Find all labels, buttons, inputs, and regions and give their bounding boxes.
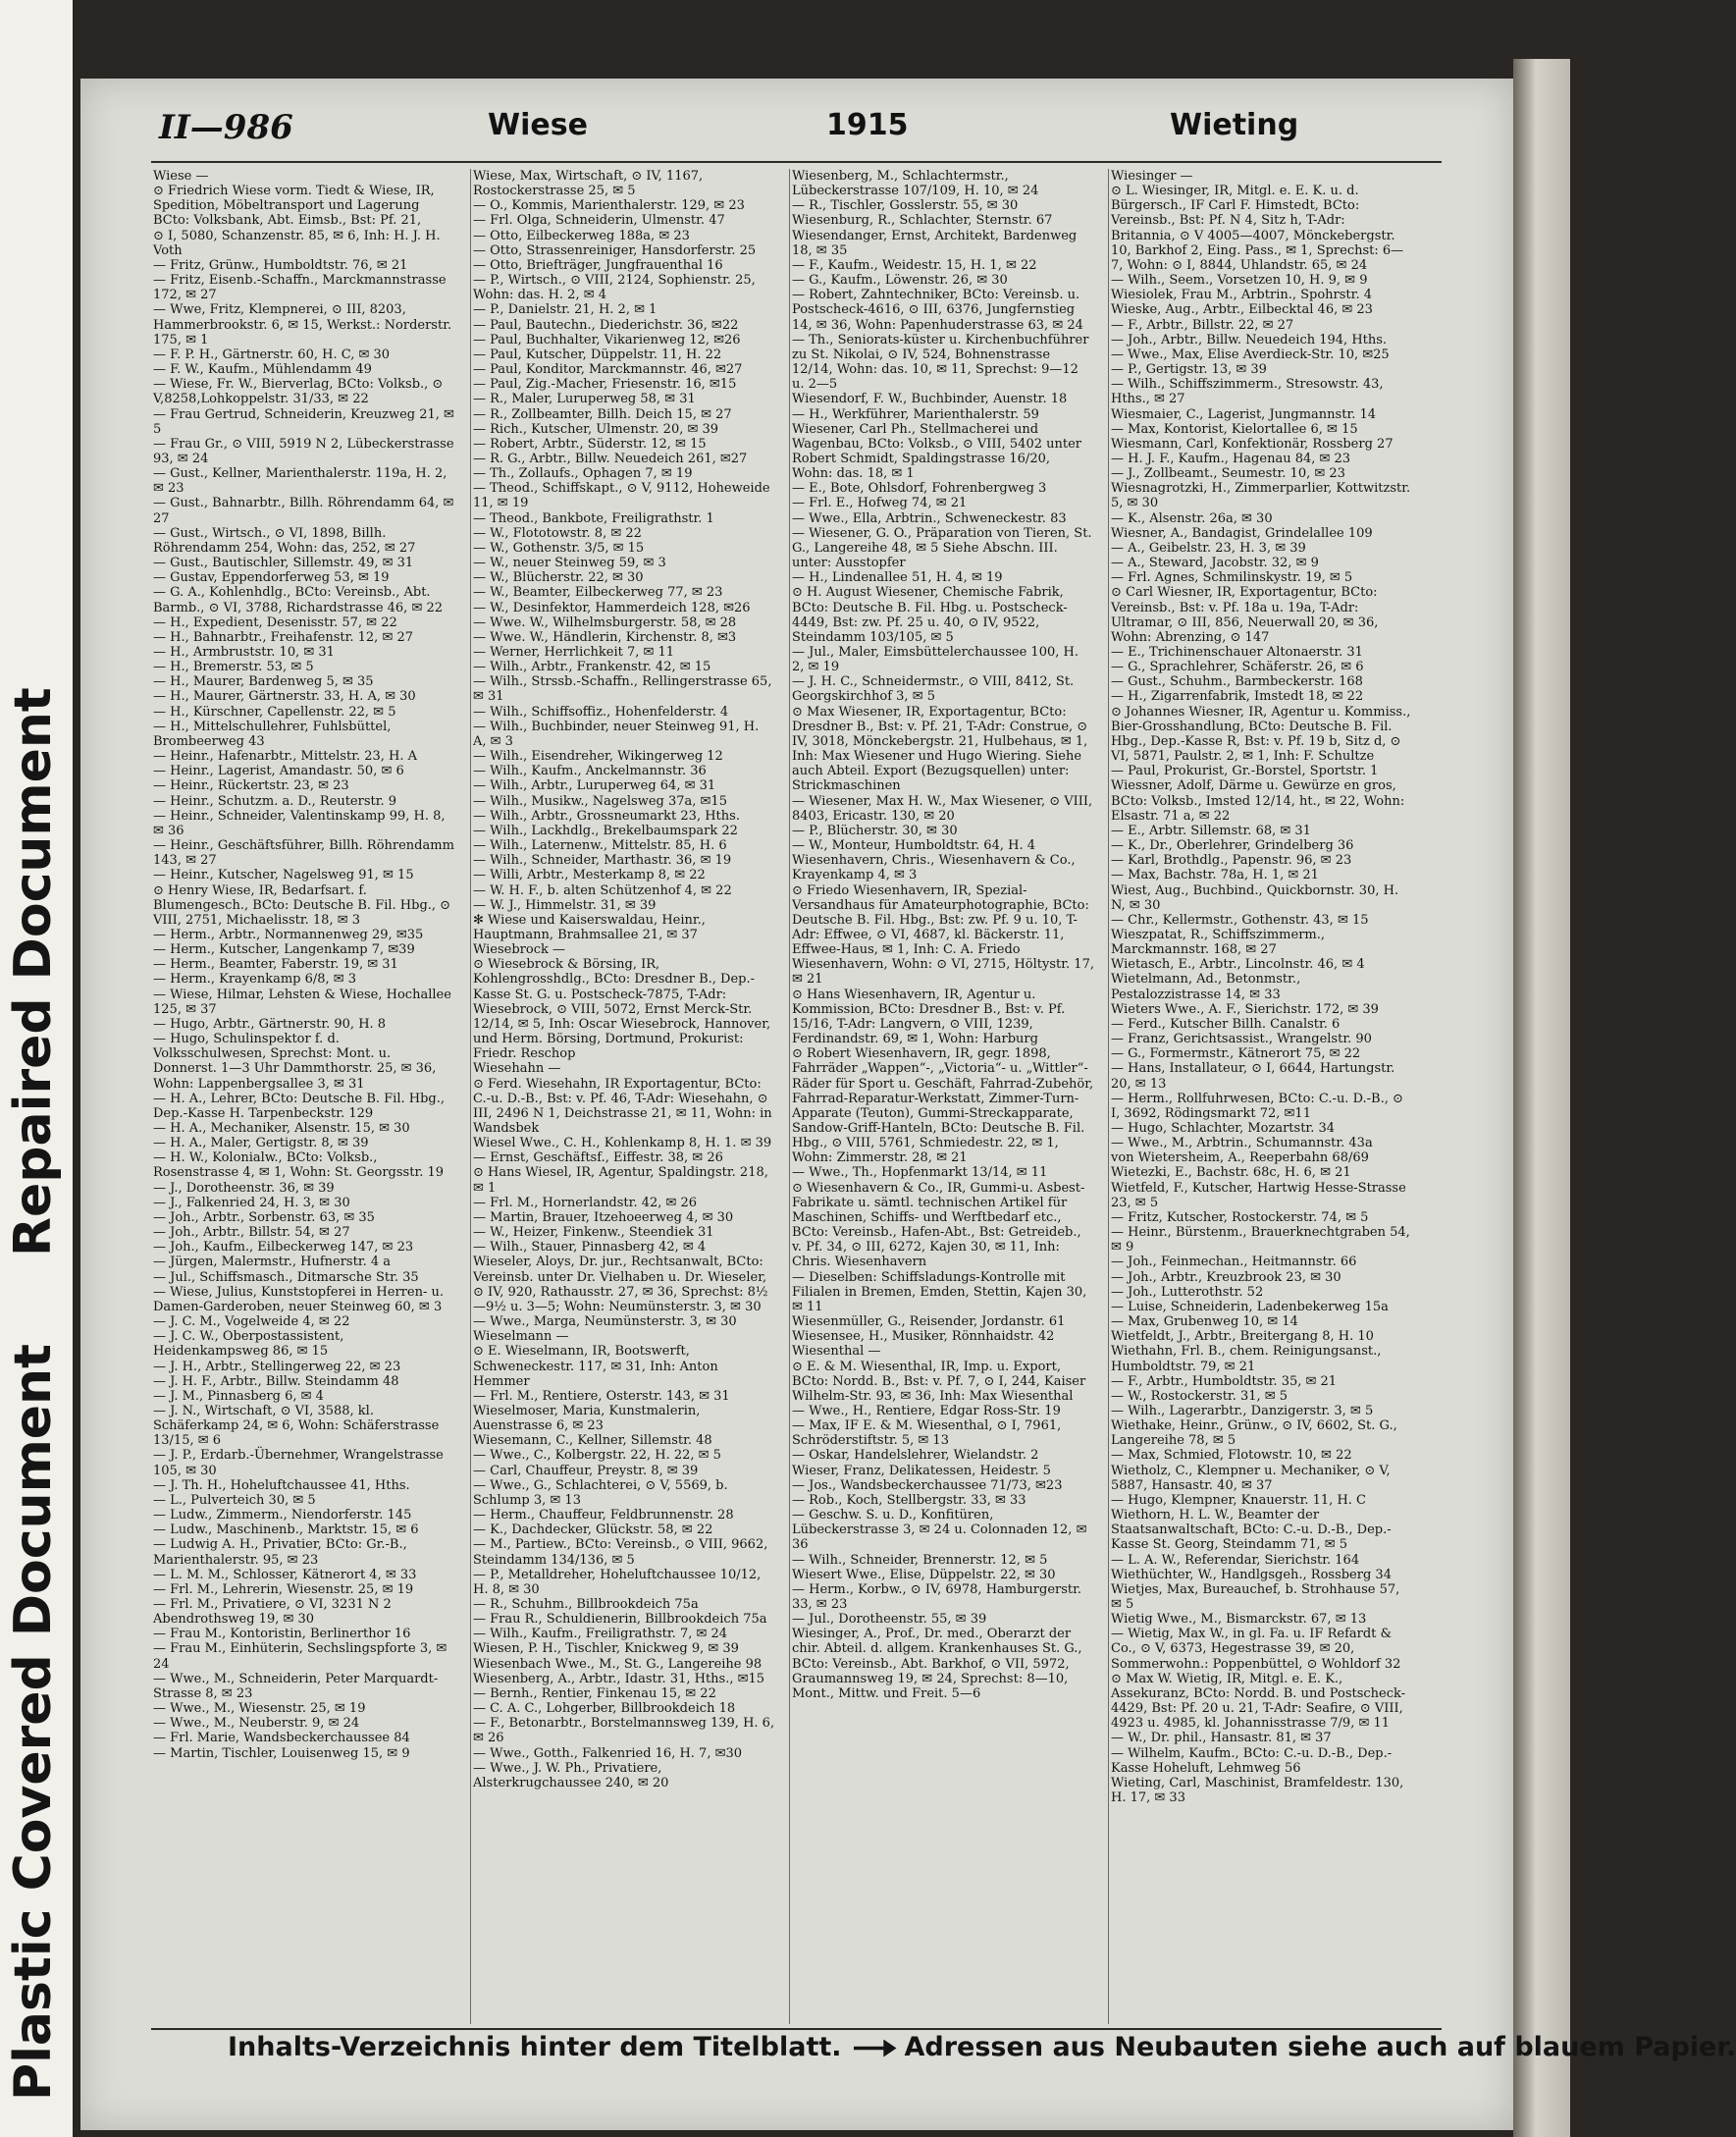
directory-entry: ⊙ Friedo Wiesenhavern, IR, Spezial-Versandhaus für Amateurphotographie, BCto: Deutsche B. Fil. Hbg., Bst: zw. Pf. 9 u. 10, T-Adr: Effwee, ⊙ VI, 4687, kl. Bäckerstr. 11, Effwee-Haus, ✉ 1, Inh: C. A. Friedo Wiesenhavern, Wohn: ⊙ VI, 2715, Höltystr. 17, ✉ 21 <box>792 882 1094 988</box>
directory-entry: — Heinr., Geschäftsführer, Billh. Röhrendamm 143, ✉ 27 <box>153 838 454 869</box>
directory-entry: — H. A., Mechaniker, Alsenstr. 15, ✉ 30 <box>153 1121 410 1136</box>
directory-entry: Wiesener, Carl Ph., Stellmacherei und Wagenbau, BCto: Volksb., ⊙ VIII, 5402 unter Robert Schmidt, Spaldingstrasse 16/20, Wohn: das. 18, ✉ 1 <box>792 421 1082 482</box>
directory-entry: — Herm., Krayenkamp 6/8, ✉ 3 <box>153 972 357 988</box>
directory-entry: — Herm., Kutscher, Langenkamp 7, ✉39 <box>153 942 415 958</box>
directory-entry: — Luise, Schneiderin, Ladenbekerweg 15a <box>1111 1299 1389 1314</box>
directory-entry: — W., Monteur, Humboldtstr. 64, H. 4 <box>792 838 1035 854</box>
directory-entry: — Ludw., Zimmerm., Niendorferstr. 145 <box>153 1508 412 1523</box>
directory-entry: Wieting, Carl, Maschinist, Bramfeldestr. 130, H. 17, ✉ 33 <box>1111 1775 1404 1806</box>
directory-entry: ⊙ Ferd. Wiesehahn, IR Exportagentur, BCto: C.-u. D.-B., Bst: v. Pf. 46, T-Adr: Wiesehahn, ⊙ III, 2496 N 1, Deichstrasse 21, ✉ 11, Wohn: in Wandsbek <box>473 1076 772 1136</box>
directory-entry: — Herm., Korbw., ⊙ IV, 6978, Hamburgerstr. 33, ✉ 23 <box>792 1581 1082 1612</box>
directory-entry: — Martin, Brauer, Itzehoeerweg 4, ✉ 30 <box>473 1209 734 1225</box>
directory-entry: — Wilhelm, Kaufm., BCto: C.-u. D.-B., Dep.-Kasse Hoheluft, Lehmweg 56 <box>1111 1745 1393 1776</box>
directory-entry: — Wilh., Schiffszimmerm., Stresowstr. 43, Hths., ✉ 27 <box>1111 377 1384 407</box>
directory-entry: Wiethake, Heinr., Grünw., ⊙ IV, 6602, St. G., Langereihe 78, ✉ 5 <box>1111 1418 1397 1449</box>
directory-entry: — Wwe., M., Schneiderin, Peter Marquardt-Strasse 8, ✉ 23 <box>153 1671 439 1701</box>
directory-entry: — W. J., Himmelstr. 31, ✉ 39 <box>473 897 657 913</box>
directory-entry: Wieselmann — <box>473 1329 569 1345</box>
directory-entry: Wietasch, E., Arbtr., Lincolnstr. 46, ✉ 4 <box>1111 957 1365 973</box>
directory-entry: — Franz, Gerichtsassist., Wrangelstr. 90 <box>1111 1032 1372 1047</box>
directory-entry: — R., Maler, Luruperweg 58, ✉ 31 <box>473 392 696 407</box>
directory-entry: Wieske, Aug., Arbtr., Eilbecktal 46, ✉ 23 <box>1111 302 1373 318</box>
directory-entry: Wiesiolek, Frau M., Arbtrin., Spohrstr. 4 <box>1111 288 1372 303</box>
directory-entry: — Max, Kontorist, Kielortallee 6, ✉ 15 <box>1111 421 1358 437</box>
directory-entry: — F., Arbtr., Billstr. 22, ✉ 27 <box>1111 317 1294 333</box>
directory-entry: Wiesmann, Carl, Konfektionär, Rossberg 27 <box>1111 436 1394 452</box>
directory-entry: ⊙ Henry Wiese, IR, Bedarfsart. f. Blumengesch., BCto: Deutsche B. Fil. Hbg., ⊙ VIII, 2751, Michaelisstr. 18, ✉ 3 <box>153 882 451 928</box>
directory-entry: — L. A. W., Referendar, Sierichstr. 164 <box>1111 1552 1360 1568</box>
directory-entry: — H., Bremerstr. 53, ✉ 5 <box>153 660 314 675</box>
directory-entry: — J. P., Erdarb.-Übernehmer, Wrangelstrasse 105, ✉ 30 <box>153 1448 444 1478</box>
directory-entry: Wieser, Franz, Delikatessen, Heidestr. 5 <box>792 1463 1051 1478</box>
directory-entry: — Rob., Koch, Stellbergstr. 33, ✉ 33 <box>792 1492 1026 1508</box>
directory-entry: — W., Rostockerstr. 31, ✉ 5 <box>1111 1388 1289 1404</box>
directory-entry: — Frau M., Einhüterin, Sechslingspforte 3, ✉ 24 <box>153 1641 447 1672</box>
directory-entry: — Frl. Marie, Wandsbeckerchaussee 84 <box>153 1731 410 1746</box>
directory-entry: Wiesendanger, Ernst, Architekt, Bardenweg 18, ✉ 35 <box>792 228 1078 258</box>
directory-entry: Wieters Wwe., A. F., Sierichstr. 172, ✉ 39 <box>1111 1001 1379 1017</box>
directory-entry: — J., Falkenried 24, H. 3, ✉ 30 <box>153 1195 350 1210</box>
directory-entry: — F., Betonarbtr., Borstelmannsweg 139, H. 6, ✉ 26 <box>473 1716 775 1746</box>
directory-entry: — Theod., Schiffskapt., ⊙ V, 9112, Hoheweide 11, ✉ 19 <box>473 481 770 511</box>
directory-entry: — Frl. M., Rentiere, Osterstr. 143, ✉ 31 <box>473 1388 730 1404</box>
directory-entry: Wiesert Wwe., Elise, Düppelstr. 22, ✉ 30 <box>792 1567 1056 1582</box>
directory-entry: — K., Dr., Oberlehrer, Grindelberg 36 <box>1111 838 1354 854</box>
directory-entry: — Rich., Kutscher, Ulmenstr. 20, ✉ 39 <box>473 421 719 437</box>
directory-entry: — Hans, Installateur, ⊙ I, 6644, Hartungstr. 20, ✉ 13 <box>1111 1061 1395 1092</box>
directory-entry: — M., Partiew., BCto: Vereinsb., ⊙ VIII, 9662, Steindamm 134/136, ✉ 5 <box>473 1537 768 1568</box>
directory-entry: — Gust., Bahnarbtr., Billh. Röhrendamm 64, ✉ 27 <box>153 496 454 526</box>
directory-entry: Wiesenbach Wwe., M., St. G., Langereihe 98 <box>473 1656 763 1672</box>
directory-entry: — Fritz, Eisenb.-Schaffn., Marckmannstrasse 172, ✉ 27 <box>153 273 447 303</box>
directory-entry: — Ferd., Kutscher Billh. Canalstr. 6 <box>1111 1016 1341 1032</box>
directory-entry: — A., Steward, Jacobstr. 32, ✉ 9 <box>1111 556 1319 571</box>
directory-entry: — Hugo, Schlachter, Mozartstr. 34 <box>1111 1121 1336 1136</box>
directory-entry: — Theod., Bankbote, Freiligrathstr. 1 <box>473 510 714 526</box>
directory-entry: — R., Tischler, Gosslerstr. 55, ✉ 30 <box>792 198 1019 214</box>
directory-entry: — Joh., Feinmechan., Heitmannstr. 66 <box>1111 1255 1357 1270</box>
directory-entry: — Max, Schmied, Flotowstr. 10, ✉ 22 <box>1111 1448 1352 1464</box>
directory-entry: — A., Geibelstr. 23, H. 3, ✉ 39 <box>1111 540 1306 556</box>
directory-entry: — K., Alsenstr. 26a, ✉ 30 <box>1111 510 1273 526</box>
column-1 <box>151 169 455 2024</box>
directory-entry: — J., Dorotheenstr. 36, ✉ 39 <box>153 1180 335 1196</box>
directory-entry: — P., Blücherstr. 30, ✉ 30 <box>792 823 958 838</box>
directory-entry: — Geschw. S. u. D., Konfitüren, Lübeckerstrasse 3, ✉ 24 u. Colonnaden 12, ✉ 36 <box>792 1508 1087 1553</box>
plastic-covered-label: Plastic Covered Document <box>4 1344 63 2101</box>
directory-entry: — Dieselben: Schiffsladungs-Kontrolle mit Filialen in Bremen, Emden, Stettin, Kajen 30, ✉ 11 <box>792 1269 1087 1314</box>
directory-entry: — Wilh., Kaufm., Anckelmannstr. 36 <box>473 764 707 779</box>
directory-entry: Wiesehahn — <box>473 1061 561 1077</box>
header-first-name: Wiese <box>488 108 588 142</box>
directory-entry: — O., Kommis, Marienthalerstr. 129, ✉ 23 <box>473 198 745 214</box>
directory-entry: — Heinr., Lagerist, Amandastr. 50, ✉ 6 <box>153 764 404 779</box>
directory-entry: — Hugo, Arbtr., Gärtnerstr. 90, H. 8 <box>153 1016 387 1032</box>
column-2 <box>470 169 775 2024</box>
directory-entry: — H., Werkführer, Marienthalerstr. 59 <box>792 406 1039 422</box>
directory-entry: — E., Bote, Ohlsdorf, Fohrenbergweg 3 <box>792 481 1047 497</box>
directory-entry: Wiest, Aug., Buchbind., Quickbornstr. 30, H. N, ✉ 30 <box>1111 882 1399 913</box>
directory-entry: — P., Metalldreher, Hoheluftchaussee 10/12, H. 8, ✉ 30 <box>473 1567 762 1597</box>
directory-entry: — Wwe., C., Kolbergstr. 22, H. 22, ✉ 5 <box>473 1448 721 1464</box>
directory-entry: ⊙ Wiesenhavern & Co., IR, Gummi-u. Asbest-Fabrikate u. sämtl. technischen Artikel für Maschinen, Schiffs- und Werftbedarf etc., BCto: Vereinsb., Hafen-Abt., Bst: Getreideb., v. Pf. 34, ⊙ III, 6272, Kajen 30, ✉ 11, Inh: Chris. Wiesenhavern <box>792 1180 1085 1270</box>
directory-entry: — Herm., Chauffeur, Feldbrunnenstr. 28 <box>473 1508 734 1523</box>
directory-entry: — W. H. F., b. alten Schützenhof 4, ✉ 22 <box>473 882 732 898</box>
directory-entry: — Wwe., Th., Hopfenmarkt 13/14, ✉ 11 <box>792 1165 1048 1181</box>
header-year: 1915 <box>826 108 909 142</box>
directory-entry: — J. H. F., Arbtr., Billw. Steindamm 48 <box>153 1373 399 1389</box>
directory-entry: Wiethorn, H. L. W., Beamter der Staatsanwaltschaft, BCto: C.-u. D.-B., Dep.-Kasse St. Georg, Steindamm 71, ✉ 5 <box>1111 1508 1392 1553</box>
directory-entry: ⊙ L. Wiesinger, IR, Mitgl. e. E. K. u. d. Bürgersch., IF Carl F. Himstedt, BCto: Vereinsb., Bst: Pf. N 4, Sitz h, T-Adr: Britannia, ⊙ V 4005—4007, Mönckebergstr. 10, Barkhof 2, Eing. Pass., ✉ 1, Sprechst: 6—7, Wohn: ⊙ I, 8844, Uhlandstr. 65, ✉ 24 <box>1111 184 1404 273</box>
page-footer <box>228 2032 1736 2071</box>
directory-entry: — Bernh., Rentier, Finkenau 15, ✉ 22 <box>473 1685 716 1701</box>
directory-entry: — Wwe., Max, Elise Averdieck-Str. 10, ✉25 <box>1111 347 1390 362</box>
header-rule <box>151 161 1442 163</box>
directory-entry: — G. A., Kohlenhdlg., BCto: Vereinsb., Abt. Barmb., ⊙ VI, 3788, Richardstrasse 46, ✉ 22 <box>153 585 444 615</box>
directory-entry: Wiesinger — <box>1111 169 1193 184</box>
directory-entry: — Paul, Zig.-Macher, Friesenstr. 16, ✉15 <box>473 377 737 393</box>
directory-entry: Wietelmann, Ad., Betonmstr., Pestalozzistrasse 14, ✉ 33 <box>1111 972 1301 1002</box>
directory-entry: — Hugo, Schulinspektor f. d. Volksschulwesen, Sprechst: Mont. u. Donnerst. 1—3 Uhr Dammthorstr. 25, ✉ 36, Wohn: Lappenbergsallee 3, ✉ 31 <box>153 1032 437 1092</box>
directory-entry: — L. M. M., Schlosser, Kätnerort 4, ✉ 33 <box>153 1567 417 1582</box>
directory-entry: — H., Zigarrenfabrik, Imstedt 18, ✉ 22 <box>1111 689 1364 705</box>
directory-entry: Wiesenberg, A., Arbtr., Idastr. 31, Hths., ✉15 <box>473 1671 765 1686</box>
directory-entry: Wiesenberg, M., Schlachtermstr., Lübeckerstrasse 107/109, H. 10, ✉ 24 <box>792 169 1039 199</box>
directory-entry: — Wilh., Eisendreher, Wikingerweg 12 <box>473 749 723 765</box>
directory-entry: — E., Arbtr. Sillemstr. 68, ✉ 31 <box>1111 823 1311 838</box>
directory-entry: — H., Mittelschullehrer, Fuhlsbüttel, Brombeerweg 43 <box>153 719 392 749</box>
directory-entry: ⊙ H. August Wiesener, Chemische Fabrik, BCto: Deutsche B. Fil. Hbg. u. Postscheck-4449, Bst: zw. Pf. 25 u. 40, ⊙ IV, 9522, Steindamm 103/105, ✉ 5 <box>792 585 1068 645</box>
directory-entry: — Wiesener, G. O., Präparation von Tieren, St. G., Langereihe 48, ✉ 5 Siehe Abschn. III. unter: Ausstopfer <box>792 525 1092 571</box>
directory-entry: Wietig Wwe., M., Bismarckstr. 67, ✉ 13 <box>1111 1612 1367 1628</box>
directory-entry: ⊙ Wiesebrock & Börsing, IR, Kohlengrosshdlg., BCto: Dresdner B., Dep.-Kasse St. G. u. Postscheck-7875, T-Adr: Wiesebrock, ⊙ VIII, 5072, Ernst Merck-Str. 12/14, ✉ 5, Inh: Oscar Wiesebrock, Hannover, und Herm. Börsing, Dortmund, Prokurist: Friedr. Reschop <box>473 957 771 1062</box>
directory-entry: Wiesenburg, R., Schlachter, Sternstr. 67 <box>792 213 1053 229</box>
directory-entry: — Herm., Beamter, Faberstr. 19, ✉ 31 <box>153 957 398 973</box>
directory-entry: — R., Zollbeamter, Billh. Deich 15, ✉ 27 <box>473 406 732 422</box>
directory-entry: — W., neuer Steinweg 59, ✉ 3 <box>473 556 666 571</box>
book-edge <box>1513 59 1570 2137</box>
directory-entry: — Robert, Zahntechniker, BCto: Vereinsb. u. Postscheck-4616, ⊙ III, 6376, Jungfernstieg 14, ✉ 36, Wohn: Papenhuderstrasse 63, ✉ 24 <box>792 288 1083 333</box>
directory-entry: — G., Sprachlehrer, Schäferstr. 26, ✉ 6 <box>1111 660 1364 675</box>
directory-entry: — R., Schuhm., Billbrookdeich 75a <box>473 1597 699 1612</box>
directory-entry: Wiesel Wwe., C. H., Kohlenkamp 8, H. 1. ✉ 39 <box>473 1136 772 1151</box>
directory-entry: — Max, Bachstr. 78a, H. 1, ✉ 21 <box>1111 868 1319 883</box>
directory-entry: — Fritz, Grünw., Humboldtstr. 76, ✉ 21 <box>153 257 408 273</box>
directory-entry: Wiesenthal — <box>792 1344 881 1360</box>
directory-entry: — W., Beamter, Eilbeckerweg 77, ✉ 23 <box>473 585 723 601</box>
directory-entry: — Karl, Brothdlg., Papenstr. 96, ✉ 23 <box>1111 853 1352 869</box>
directory-entry: — Wwe., G., Schlachterei, ⊙ V, 5569, b. Schlump 3, ✉ 13 <box>473 1477 728 1508</box>
directory-page <box>80 79 1736 2130</box>
directory-entry: Wieseler, Aloys, Dr. jur., Rechtsanwalt, BCto: Vereinsb. unter Dr. Vielhaben u. Dr. Wieseler, ⊙ IV, 920, Rathausstr. 27, ✉ 36, Sprechst: 8½—9½ u. 3—5; Wohn: Neumünsterstr. 3, ✉ 30 <box>473 1255 768 1314</box>
directory-entry: — W., Blücherstr. 22, ✉ 30 <box>473 570 644 586</box>
directory-entry: — W., Heizer, Finkenw., Steendiek 31 <box>473 1225 714 1241</box>
directory-entry: — W., Dr. phil., Hansastr. 81, ✉ 37 <box>1111 1731 1332 1746</box>
directory-entry: — Wilh., Musikw., Nagelsweg 37a, ✉15 <box>473 793 727 809</box>
directory-entry: — J. N., Wirtschaft, ⊙ VI, 3588, kl. Schäferkamp 24, ✉ 6, Wohn: Schäferstrasse 13/15, ✉ 6 <box>153 1403 440 1449</box>
directory-entry: — Gust., Bautischler, Sillemstr. 49, ✉ 31 <box>153 556 414 571</box>
directory-entry: Wietfeld, F., Kutscher, Hartwig Hesse-Strasse 23, ✉ 5 <box>1111 1180 1406 1210</box>
directory-entry: Wiesen, P. H., Tischler, Knickweg 9, ✉ 39 <box>473 1641 739 1657</box>
directory-entry: — Jos., Wandsbeckerchaussee 71/73, ✉23 <box>792 1477 1063 1493</box>
directory-entry: — Frl. Agnes, Schmilinskystr. 19, ✉ 5 <box>1111 570 1353 586</box>
directory-entry: Wietezki, E., Bachstr. 68c, H. 6, ✉ 21 <box>1111 1165 1351 1181</box>
directory-entry: — Wwe., Ella, Arbtrin., Schweneckestr. 83 <box>792 510 1067 526</box>
directory-entry: Wiethahn, Frl. B., chem. Reinigungsanst., Humboldtstr. 79, ✉ 21 <box>1111 1344 1382 1374</box>
directory-entry: ⊙ Max W. Wietig, IR, Mitgl. e. E. K., Assekuranz, BCto: Nordd. B. und Postscheck-4429, Bst: Pf. 20 u. 21, T-Adr: Seafire, ⊙ VIII, 4923 u. 4985, kl. Johannisstrasse 7/9, ✉ 11 <box>1111 1671 1406 1732</box>
column-4 <box>1108 169 1413 2024</box>
directory-entry: — F. W., Kaufm., Mühlendamm 49 <box>153 362 372 378</box>
directory-entry: Wiese, Max, Wirtschaft, ⊙ IV, 1167, Rostockerstrasse 25, ✉ 5 <box>473 169 704 199</box>
directory-entry: Wiessner, Adolf, Därme u. Gewürze en gros, BCto: Volksb., Imsted 12/14, ht., ✉ 22, Wohn: Elsastr. 71 a, ✉ 22 <box>1111 778 1405 824</box>
directory-entry: — J., Zollbeamt., Seumestr. 10, ✉ 23 <box>1111 466 1345 482</box>
directory-entry: — W., Gothenstr. 3/5, ✉ 15 <box>473 540 645 556</box>
directory-entry: — Wilh., Seem., Vorsetzen 10, H. 9, ✉ 9 <box>1111 273 1368 289</box>
directory-entry: — Wilh., Lackhdlg., Brekelbaumspark 22 <box>473 823 738 838</box>
directory-entry: — Frau M., Kontoristin, Berlinerthor 16 <box>153 1627 411 1642</box>
directory-entry: — L., Pulverteich 30, ✉ 5 <box>153 1492 316 1508</box>
directory-entry: — Werner, Herrlichkeit 7, ✉ 11 <box>473 645 675 660</box>
directory-entry: — Ludw., Maschinenb., Marktstr. 15, ✉ 6 <box>153 1523 419 1538</box>
directory-entry: — Herm., Rollfuhrwesen, BCto: C.-u. D.-B., ⊙ I, 3692, Rödingsmarkt 72, ✉11 <box>1111 1091 1403 1121</box>
directory-entry: — Wwe., H., Rentiere, Edgar Ross-Str. 19 <box>792 1403 1061 1418</box>
directory-entry: — Paul, Konditor, Marckmannstr. 46, ✉27 <box>473 362 743 378</box>
directory-entry: — Chr., Kellermstr., Gothenstr. 43, ✉ 15 <box>1111 912 1369 928</box>
directory-entry: — Heinr., Rückertstr. 23, ✉ 23 <box>153 778 349 794</box>
directory-entry: — Heinr., Hafenarbtr., Mittelstr. 23, H. A <box>153 749 418 765</box>
directory-entry: — Paul, Bautechn., Diederichstr. 36, ✉22 <box>473 317 739 333</box>
directory-entry: ⊙ Hans Wiesel, IR, Agentur, Spaldingstr. 218, ✉ 1 <box>473 1165 768 1196</box>
directory-entry: — J. M., Pinnasberg 6, ✉ 4 <box>153 1388 324 1404</box>
column-3 <box>789 169 1094 2024</box>
directory-entry: — Wilh., Schneider, Marthastr. 36, ✉ 19 <box>473 853 732 869</box>
directory-entry: Wiethüchter, W., Handlgsgeh., Rossberg 34 <box>1111 1567 1392 1582</box>
directory-entry: — Wilh., Schiffsoffiz., Hohenfelderstr. 4 <box>473 704 729 720</box>
footer-index-note: Inhalts-Verzeichnis hinter dem Titelblatt. <box>228 2032 842 2062</box>
directory-entry: — Wwe. W., Wilhelmsburgerstr. 58, ✉ 28 <box>473 614 737 630</box>
directory-entry: — F., Kaufm., Weidestr. 15, H. 1, ✉ 22 <box>792 257 1037 273</box>
directory-entry: Wietfeldt, J., Arbtr., Breitergang 8, H. 10 <box>1111 1329 1374 1345</box>
directory-entry: — H., Expedient, Desenisstr. 57, ✉ 22 <box>153 614 397 630</box>
directory-entry: — Th., Zollaufs., Ophagen 7, ✉ 19 <box>473 466 693 482</box>
directory-entry: Wietjes, Max, Bureauchef, b. Strohhause 57, ✉ 5 <box>1111 1581 1400 1612</box>
directory-entry: Wieszpatat, R., Schiffszimmerm., Marckmannstr. 168, ✉ 27 <box>1111 927 1326 958</box>
directory-entry: — Joh., Lutterothstr. 52 <box>1111 1284 1264 1300</box>
directory-entry: ⊙ I, 5080, Schanzenstr. 85, ✉ 6, Inh: H. J. H. Voth <box>153 228 441 258</box>
directory-entry: — H. J. F., Kaufm., Hagenau 84, ✉ 23 <box>1111 451 1351 466</box>
directory-entry: — J. H., Arbtr., Stellingerweg 22, ✉ 23 <box>153 1359 401 1374</box>
directory-entry: — Wilh., Arbtr., Luruperweg 64, ✉ 31 <box>473 778 716 794</box>
directory-entry: — H. A., Maler, Gertigstr. 8, ✉ 39 <box>153 1136 369 1151</box>
directory-entry: — Frl. M., Hornerlandstr. 42, ✉ 26 <box>473 1195 698 1210</box>
directory-entry: — Gust., Wirtsch., ⊙ VI, 1898, Billh. Röhrendamm 254, Wohn: das, 252, ✉ 27 <box>153 525 416 556</box>
directory-entry: — G., Formermstr., Kätnerort 75, ✉ 22 <box>1111 1046 1361 1062</box>
directory-entry: — Max, Grubenweg 10, ✉ 14 <box>1111 1314 1298 1330</box>
directory-entry: — H., Maurer, Gärtnerstr. 33, H. A, ✉ 30 <box>153 689 416 705</box>
directory-entry: — Joh., Arbtr., Kreuzbrook 23, ✉ 30 <box>1111 1269 1341 1285</box>
directory-entry: ⊙ Carl Wiesner, IR, Exportagentur, BCto: Vereinsb., Bst: v. Pf. 18a u. 19a, T-Adr: Ultramar, ⊙ III, 856, Neuerwall 20, ✉ 36, Wohn: Abrenzing, ⊙ 147 <box>1111 585 1379 645</box>
directory-entry: — C. A. C., Lohgerber, Billbrookdeich 18 <box>473 1701 736 1717</box>
directory-entry: — Wilh., Laternenw., Mittelstr. 85, H. 6 <box>473 838 727 854</box>
directory-entry: — Heinr., Schneider, Valentinskamp 99, H. 8, ✉ 36 <box>153 808 446 838</box>
directory-entry: — H., Bahnarbtr., Freihafenstr. 12, ✉ 27 <box>153 629 414 645</box>
directory-entry: — Wilh., Buchbinder, neuer Steinweg 91, H. A, ✉ 3 <box>473 719 760 749</box>
directory-entry: Wiesinger, A., Prof., Dr. med., Oberarzt der chir. Abteil. d. allgem. Krankenhauses St. G., BCto: Vereinsb., Abt. Barkhof, ⊙ VII, 5972, Graumannsweg 19, ✉ 24, Sprechst: 8—10, Mont., Mittw. und Freit. 5—6 <box>792 1627 1082 1701</box>
directory-entry: — Frl. M., Lehrerin, Wiesenstr. 25, ✉ 19 <box>153 1581 414 1597</box>
directory-entry: — J. C. W., Oberpostassistent, Heidenkampsweg 86, ✉ 15 <box>153 1329 344 1360</box>
directory-entry: — Wwe., M., Arbtrin., Schumannstr. 43a <box>1111 1136 1373 1151</box>
directory-entry: — Ludwig A. H., Privatier, BCto: Gr.-B., Marienthalerstr. 95, ✉ 23 <box>153 1537 407 1568</box>
directory-entry: — Wiesener, Max H. W., Max Wiesener, ⊙ VIII, 8403, Ericastr. 130, ✉ 20 <box>792 793 1093 824</box>
directory-entry: — Frau Gr., ⊙ VIII, 5919 N 2, Lübeckerstrasse 93, ✉ 24 <box>153 436 454 466</box>
directory-entry: ⊙ Max Wiesener, IR, Exportagentur, BCto: Dresdner B., Bst: v. Pf. 21, T-Adr: Construe, ⊙ IV, 3018, Mönckebergstr. 21, Hulbehaus, ✉ 1, Inh: Max Wiesener und Hugo Wiering. Siehe auch Abteil. Export (Bezugsquellen) unter: Strickmaschinen <box>792 704 1088 794</box>
directory-entry: — Gustav, Eppendorferweg 53, ✉ 19 <box>153 570 390 586</box>
directory-entry: Wiesenhavern, Chris., Wiesenhavern & Co., Krayenkamp 4, ✉ 3 <box>792 853 1076 883</box>
directory-entry: — H., Kürschner, Capellenstr. 22, ✉ 5 <box>153 704 396 720</box>
directory-entry: — Heinr., Schutzm. a. D., Reuterstr. 9 <box>153 793 397 809</box>
directory-entry: — Carl, Chauffeur, Preystr. 8, ✉ 39 <box>473 1463 699 1478</box>
directory-entry: — E., Trichinenschauer Altonaerstr. 31 <box>1111 645 1363 660</box>
directory-entry: — Oskar, Handelslehrer, Wielandstr. 2 <box>792 1448 1039 1464</box>
directory-entry: — H., Lindenallee 51, H. 4, ✉ 19 <box>792 570 1003 586</box>
directory-entry: ✻ Wiese und Kaiserswaldau, Heinr., Hauptmann, Brahmsallee 21, ✉ 37 <box>473 912 706 942</box>
directory-entry: — Wwe., J. W. Ph., Privatiere, Alsterkrugchaussee 240, ✉ 20 <box>473 1760 669 1790</box>
directory-entry: Wiesenmüller, G., Reisender, Jordanstr. 61 <box>792 1314 1066 1330</box>
directory-entry: — Gust., Kellner, Marienthalerstr. 119a, H. 2, ✉ 23 <box>153 466 447 497</box>
directory-entry: Wiesendorf, F. W., Buchbinder, Auenstr. 18 <box>792 392 1068 407</box>
directory-entry: — Wwe. W., Händlerin, Kirchenstr. 8, ✉3 <box>473 629 737 645</box>
directory-entry: — G., Kaufm., Löwenstr. 26, ✉ 30 <box>792 273 1008 289</box>
directory-entry: — F. P. H., Gärtnerstr. 60, H. C, ✉ 30 <box>153 347 391 362</box>
directory-entry: — Hugo, Klempner, Knauerstr. 11, H. C <box>1111 1492 1366 1508</box>
footer-rule <box>151 2028 1442 2030</box>
directory-entry: — Wilh., Schneider, Brennerstr. 12, ✉ 5 <box>792 1552 1048 1568</box>
directory-entry: — H., Maurer, Bardenweg 5, ✉ 35 <box>153 674 374 690</box>
directory-entry: — Wwe., M., Wiesenstr. 25, ✉ 19 <box>153 1701 366 1717</box>
directory-entry: Wiesensee, H., Musiker, Rönnhaidstr. 42 <box>792 1329 1055 1345</box>
directory-entry: — Ernst, Geschäftsf., Eiffestr. 38, ✉ 26 <box>473 1150 723 1166</box>
directory-entry: — Paul, Kutscher, Düppelstr. 11, H. 22 <box>473 347 722 362</box>
directory-entry: — Wilh., Kaufm., Freiligrathstr. 7, ✉ 24 <box>473 1627 728 1642</box>
directory-entry: — Jul., Maler, Eimsbüttelerchaussee 100, H. 2, ✉ 19 <box>792 645 1078 675</box>
directory-entry: — Wiese, Julius, Kunststopferei in Herren- u. Damen-Garderoben, neuer Steinweg 60, ✉ 3 <box>153 1284 444 1314</box>
directory-entry: — Wilh., Lagerarbtr., Danzigerstr. 3, ✉ 5 <box>1111 1403 1374 1418</box>
directory-entry: — Paul, Prokurist, Gr.-Borstel, Sportstr. 1 <box>1111 764 1379 779</box>
directory-entry: — Jul., Dorotheenstr. 55, ✉ 39 <box>792 1612 987 1628</box>
directory-entry: Wietholz, C., Klempner u. Mechaniker, ⊙ V, 5887, Hansastr. 40, ✉ 37 <box>1111 1463 1391 1493</box>
directory-entry: — Joh., Arbtr., Sorbenstr. 63, ✉ 35 <box>153 1209 375 1225</box>
directory-entry: — Joh., Kaufm., Eilbeckerweg 147, ✉ 23 <box>153 1240 414 1255</box>
directory-entry: — Herm., Arbtr., Normannenweg 29, ✉35 <box>153 927 424 942</box>
directory-entry: — Heinr., Kutscher, Nagelsweg 91, ✉ 15 <box>153 868 414 883</box>
directory-entry: — Frl. Olga, Schneiderin, Ulmenstr. 47 <box>473 213 725 229</box>
directory-entry: — H. A., Lehrer, BCto: Deutsche B. Fil. Hbg., Dep.-Kasse H. Tarpenbeckstr. 129 <box>153 1091 446 1121</box>
directory-entry: — P., Wirtsch., ⊙ VIII, 2124, Sophienstr. 25, Wohn: das. H. 2, ✉ 4 <box>473 273 756 303</box>
directory-entry: — H. W., Kolonialw., BCto: Volksb., Rosenstrasse 4, ✉ 1, Wohn: St. Georgsstr. 19 <box>153 1150 445 1181</box>
directory-entry: von Wietersheim, A., Reeperbahn 68/69 <box>1111 1150 1369 1166</box>
directory-entry: — Paul, Buchhalter, Vikarienweg 12, ✉26 <box>473 332 741 347</box>
spine-label-strip <box>0 0 73 2137</box>
directory-entry: — Heinr., Bürstenm., Brauerknechtgraben 54, ✉ 9 <box>1111 1225 1410 1255</box>
directory-entry: — Wiese, Fr. W., Bierverlag, BCto: Volksb., ⊙ V,8258,Lohkoppelstr. 31/33, ✉ 22 <box>153 377 444 407</box>
directory-entry: — P., Gertigstr. 13, ✉ 39 <box>1111 362 1267 378</box>
directory-entry: — Th., Seniorats-küster u. Kirchenbuchführer zu St. Nikolai, ⊙ IV, 524, Bohnenstrasse 12/14, Wohn: das. 10, ✉ 11, Sprechst: 9—12 u. 2—5 <box>792 332 1089 393</box>
directory-entry: ⊙ Robert Wiesenhavern, IR, gegr. 1898, Fahrräder „Wappen“-, „Victoria“- u. „Wittler“-Räder für Sport u. Geschäft, Fahrrad-Zubehör, Fahrrad-Reparatur-Werkstatt, Zimmer-Turn-Apparate (Teuton), Gummi-Streckapparate, Sandow-Griff-Hanteln, BCto: Deutsche B. Fil. Hbg., ⊙ VIII, 5761, Schmiedestr. 22, ✉ 1, Wohn: Zimmerstr. 28, ✉ 21 <box>792 1046 1094 1166</box>
header-last-name: Wieting <box>1170 108 1299 142</box>
directory-entry: — Frau R., Schuldienerin, Billbrookdeich 75a <box>473 1612 767 1628</box>
directory-entry: — Frl. E., Hofweg 74, ✉ 21 <box>792 496 968 511</box>
directory-entry: — Fritz, Kutscher, Rostockerstr. 74, ✉ 5 <box>1111 1209 1369 1225</box>
directory-entry: — Otto, Strassenreiniger, Hansdorferstr. 25 <box>473 242 757 258</box>
directory-entry: Wiesner, A., Bandagist, Grindelallee 109 <box>1111 525 1373 541</box>
directory-entry: — F., Arbtr., Humboldtstr. 35, ✉ 21 <box>1111 1373 1338 1389</box>
directory-entry: — Wilh., Stauer, Pinnasberg 42, ✉ 4 <box>473 1240 707 1255</box>
directory-entry: — J. H. C., Schneidermstr., ⊙ VIII, 8412, St. Georgskirchhof 3, ✉ 5 <box>792 674 1075 705</box>
directory-entry: — Wilh., Arbtr., Frankenstr. 42, ✉ 15 <box>473 660 711 675</box>
directory-entry: — Jul., Schiffsmasch., Ditmarsche Str. 35 <box>153 1269 419 1285</box>
directory-entry: — Wwe., M., Neuberstr. 9, ✉ 24 <box>153 1716 360 1732</box>
directory-entry: — Joh., Arbtr., Billstr. 54, ✉ 27 <box>153 1225 350 1241</box>
directory-entry: — Frl. M., Privatiere, ⊙ VI, 3231 N 2 Abendrothsweg 19, ✉ 30 <box>153 1597 392 1628</box>
directory-entry: Wiesebrock — <box>473 942 566 958</box>
directory-entry: Wiesemann, C., Kellner, Sillemstr. 48 <box>473 1433 712 1449</box>
directory-entry: — Max, IF E. & M. Wiesenthal, ⊙ I, 7961, Schröderstiftstr. 5, ✉ 13 <box>792 1418 1062 1449</box>
directory-entry: — Wilh., Strssb.-Schaffn., Rellingerstrasse 65, ✉ 31 <box>473 674 772 705</box>
directory-entry: ⊙ Friedrich Wiese vorm. Tiedt & Wiese, IR, Spedition, Möbeltransport und Lagerung BCto: Volksbank, Abt. Eimsb., Bst: Pf. 21, <box>153 184 435 229</box>
directory-entry: ⊙ E. & M. Wiesenthal, IR, Imp. u. Export, BCto: Nordd. B., Bst: v. Pf. 7, ⊙ I, 244, Kaiser Wilhelm-Str. 93, ✉ 36, Inh: Max Wiesenthal <box>792 1359 1086 1404</box>
directory-entry: Wiese — <box>153 169 209 184</box>
directory-entry: — Robert, Arbtr., Süderstr. 12, ✉ 15 <box>473 436 707 452</box>
directory-entry: Wieselmoser, Maria, Kunstmalerin, Auenstrasse 6, ✉ 23 <box>473 1403 701 1434</box>
directory-entry: — Wiese, Hilmar, Lehsten & Wiese, Hochallee 125, ✉ 37 <box>153 987 451 1017</box>
directory-entry: — Willi, Arbtr., Mesterkamp 8, ✉ 22 <box>473 868 706 883</box>
directory-entry: — Gust., Schuhm., Barmbeckerstr. 168 <box>1111 674 1363 690</box>
directory-entry: — J. Th. H., Hoheluftchaussee 41, Hths. <box>153 1477 410 1493</box>
footer-new-buildings-note: Adressen aus Neubauten siehe auch auf blauem Papier. <box>904 2032 1736 2062</box>
directory-entry: — Frau Gertrud, Schneiderin, Kreuzweg 21, ✉ 5 <box>153 406 454 437</box>
directory-entry: — R. G., Arbtr., Billw. Neuedeich 261, ✉27 <box>473 451 748 466</box>
directory-entry: — Wwe, Fritz, Klempnerei, ⊙ III, 8203, Hammerbrookstr. 6, ✉ 15, Werkst.: Norderstr. 175, ✉ 1 <box>153 302 452 347</box>
directory-entry: Wiesmaier, C., Lagerist, Jungmannstr. 14 <box>1111 406 1377 422</box>
directory-entry: — K., Dachdecker, Glückstr. 58, ✉ 22 <box>473 1523 713 1538</box>
directory-entry: — Wwe., Marga, Neumünsterstr. 3, ✉ 30 <box>473 1314 737 1330</box>
directory-entry: — Wilh., Arbtr., Grossneumarkt 23, Hths. <box>473 808 740 824</box>
pointing-hand-icon <box>854 2040 897 2057</box>
page-header <box>159 94 1440 163</box>
directory-entry: — Wietig, Max W., in gl. Fa. u. IF Refardt & Co., ⊙ V, 6373, Hegestrasse 39, ✉ 20, Sommerwohn.: Poppenbüttel, ⊙ Wohldorf 32 <box>1111 1627 1401 1672</box>
directory-entry: — Wwe., Gotth., Falkenried 16, H. 7, ✉30 <box>473 1745 743 1761</box>
directory-entry: — Otto, Eilbeckerweg 188a, ✉ 23 <box>473 228 690 243</box>
directory-entry: — H., Armbruststr. 10, ✉ 31 <box>153 645 335 660</box>
directory-entry: — Martin, Tischler, Louisenweg 15, ✉ 9 <box>153 1745 410 1761</box>
directory-entry: — Joh., Arbtr., Billw. Neuedeich 194, Hths. <box>1111 332 1388 347</box>
directory-entry: — J. C. M., Vogelweide 4, ✉ 22 <box>153 1314 350 1330</box>
directory-entry: — W., Flototowstr. 8, ✉ 22 <box>473 525 642 541</box>
directory-entry: ⊙ Johannes Wiesner, IR, Agentur u. Kommiss., Bier-Grosshandlung, BCto: Deutsche B. Fil. Hbg., Dep.-Kasse R, Bst: v. Pf. 19 b, Sitz d, ⊙ VI, 5871, Paulstr. 2, ✉ 1, Inh: F. Schultze <box>1111 704 1411 765</box>
directory-entry: — P., Danielstr. 21, H. 2, ✉ 1 <box>473 302 658 318</box>
page-number: II—986 <box>159 108 293 147</box>
directory-entry: Wiesnagrotzki, H., Zimmerparlier, Kottwitzstr. 5, ✉ 30 <box>1111 481 1411 511</box>
repaired-label: Repaired Document <box>4 687 63 1256</box>
directory-entry: — Otto, Briefträger, Jungfrauenthal 16 <box>473 257 723 273</box>
directory-entry: — Jürgen, Malermstr., Hufnerstr. 4 a <box>153 1255 392 1270</box>
directory-entry: ⊙ E. Wieselmann, IR, Bootswerft, Schweneckestr. 117, ✉ 31, Inh: Anton Hemmer <box>473 1344 718 1389</box>
directory-entry: — W., Desinfektor, Hammerdeich 128, ✉26 <box>473 600 751 615</box>
directory-entry: ⊙ Hans Wiesenhavern, IR, Agentur u. Kommission, BCto: Dresdner B., Bst: v. Pf. 15/16, T-Adr: Langvern, ⊙ VIII, 1239, Ferdinandstr. 69, ✉ 1, Wohn: Harburg <box>792 987 1066 1047</box>
